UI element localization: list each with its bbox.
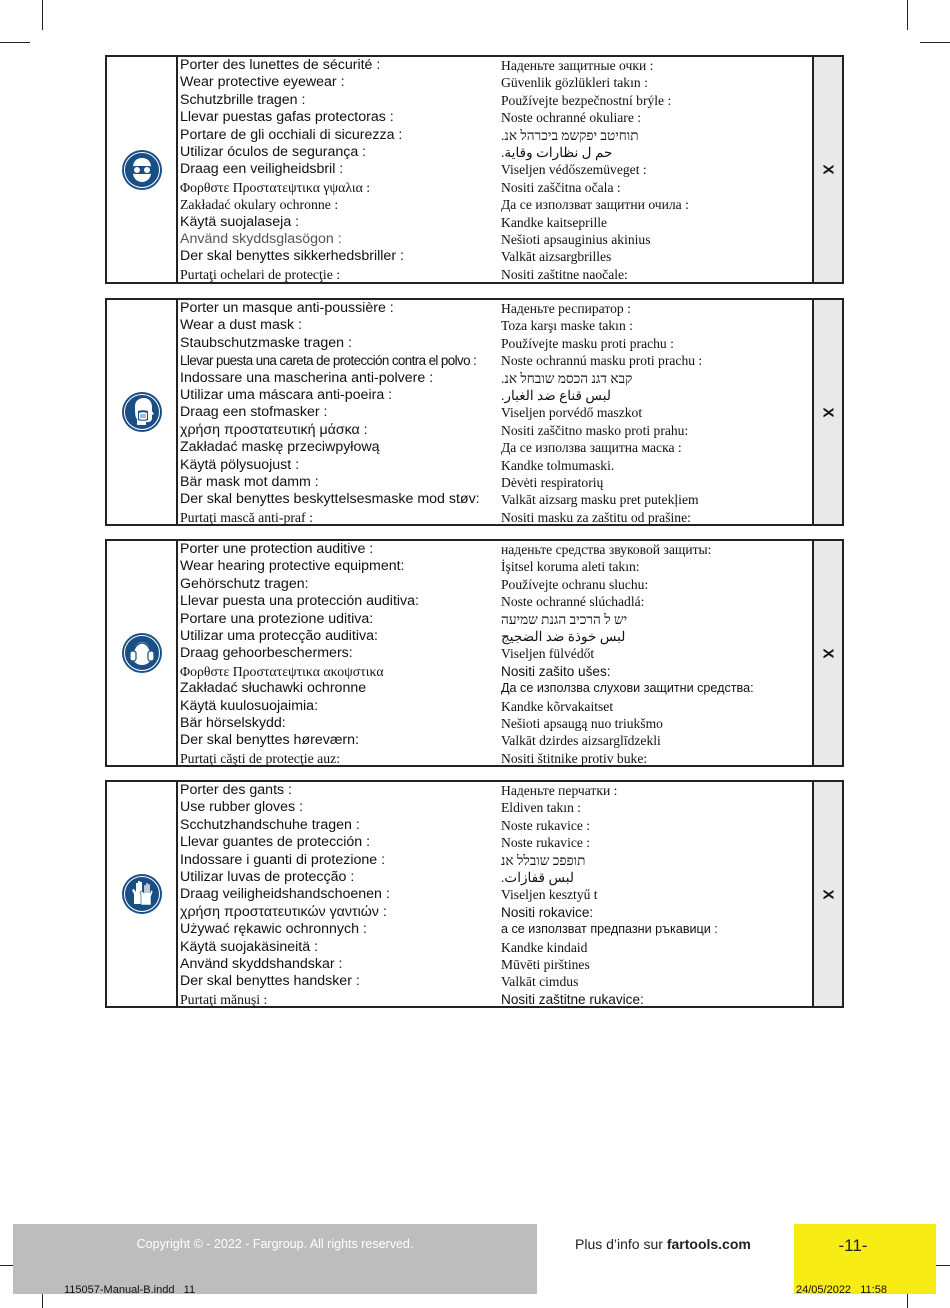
instruction-text: Gehörschutz tragen: — [180, 575, 309, 592]
instruction-text: Purtaţi căşti de protecţie auz: — [180, 750, 341, 766]
instruction-text: Наденьте защитные очки : — [501, 58, 654, 73]
safety-block-dust-mask — [105, 298, 844, 526]
gloves-icon — [122, 874, 162, 914]
instructions-left-column — [180, 300, 498, 526]
instruction-text: Noste rukavice : — [501, 835, 591, 851]
applicable-mark-cell — [812, 541, 842, 765]
instruction-text: لبس قناع ضد الغبار. — [501, 387, 611, 403]
instruction-text: Nositi zaštitne naočale: — [501, 266, 628, 282]
instruction-text: Llevar puesta una careta de protección contra el polvo : — [180, 353, 477, 369]
instruction-text: а се използват предпазни ръкавици : — [501, 922, 718, 937]
instruction-text: Porter un masque anti-poussière : — [180, 300, 394, 316]
instruction-text: Kandke kindaid — [501, 939, 588, 955]
instruction-text: Да се използва защитна маска : — [501, 440, 682, 456]
instruction-text: Nositi masku za zaštitu od prašine: — [501, 509, 691, 525]
instruction-text: Utilizar luvas de protecção : — [180, 868, 355, 885]
crop-mark — [907, 0, 908, 30]
instruction-text: Draag veiligheidshandschoenen : — [180, 886, 390, 903]
applicable-mark-cell — [812, 782, 842, 1006]
copyright-text: Copyright © - 2022 - Fargroup. All rights reserved. — [136, 1237, 414, 1251]
instruction-text: Porter une protection auditive : — [180, 541, 374, 557]
instruction-text: لبس قفازات. — [501, 869, 575, 885]
instruction-text: תוחיטב יפקשמ ביכרהל אנ. — [501, 127, 639, 143]
instruction-text: Draag gehoorbeschermers: — [180, 645, 353, 662]
website-link[interactable]: fartools.com — [666, 1236, 751, 1252]
instruction-text: χρήση προστατευτική μάσκα : — [180, 421, 368, 438]
icon-cell — [107, 300, 178, 524]
instruction-text: Zakładać okulary ochronne : — [180, 197, 339, 213]
instruction-text: Φορθστε Προστατεψτικα γψαλια : — [180, 179, 371, 195]
instruction-text: Käytä suojakäsineitä : — [180, 938, 319, 955]
instruction-text: יש ל הרכיב הגנת שמיעה — [501, 611, 628, 627]
instruction-text: Scchutzhandschuhe tragen : — [180, 816, 360, 833]
instruction-text: Käytä pölysuojust : — [180, 456, 300, 473]
page-number: -11- — [838, 1236, 868, 1255]
instruction-text: Porter des lunettes de sécurité : — [180, 57, 381, 73]
instruction-text: Nositi štitnike protiv buke: — [501, 750, 648, 766]
safety-block-gloves — [105, 780, 844, 1008]
instruction-text: Používejte masku proti prachu : — [501, 335, 674, 351]
instruction-text: Portare de gli occhiali di sicurezza : — [180, 126, 403, 143]
instruction-text: İşitsel koruma aleti takın: — [501, 559, 640, 575]
instruction-text: Der skal benyttes handsker : — [180, 973, 360, 990]
instruction-text: Bär mask mot damm : — [180, 473, 319, 490]
instruction-text: Utilizar uma máscara anti-poeira : — [180, 386, 393, 403]
instruction-text: Наденьте респиратор : — [501, 301, 631, 316]
instruction-text: Noste ochranné slúchadlá: — [501, 594, 645, 610]
dust-mask-icon — [122, 392, 162, 432]
crop-mark — [0, 42, 30, 43]
instruction-text: Viseljen védőszemüveget : — [501, 162, 647, 178]
instructions-right-column — [501, 57, 817, 283]
instruction-text: Nešioti apsauginius akinius — [501, 231, 651, 247]
instruction-text: Llevar guantes de protección : — [180, 834, 371, 851]
instruction-text: Portare una protezione uditiva: — [180, 610, 374, 627]
instruction-text: Да се използва слухови защитни средства: — [501, 681, 754, 696]
instruction-text: Staubschutzmaske tragen : — [180, 334, 352, 351]
instruction-text: Valkāt aizsargbrilles — [501, 249, 612, 265]
applicable-mark-cell — [812, 57, 842, 282]
applicable-mark-cell — [812, 300, 842, 524]
instruction-text: Nositi zašito ušes: — [501, 663, 611, 679]
instruction-text: لبس خوذة ضد الضجيج — [501, 628, 626, 644]
instruction-text: Llevar puestas gafas protectoras : — [180, 109, 394, 126]
instruction-text: Zakładać maskę przeciwpyłową — [180, 439, 380, 456]
instruction-text: Use rubber gloves : — [180, 799, 304, 816]
instruction-text: Noste rukavice : — [501, 817, 591, 833]
instruction-text: Purtaţi mănuşi : — [180, 991, 268, 1007]
more-info-text — [575, 1236, 751, 1252]
icon-cell — [107, 782, 178, 1006]
instruction-text: Draag een stofmasker : — [180, 404, 328, 421]
date-slug: 24/05/2022 11:58 — [796, 1284, 887, 1296]
applicable-mark: X — [819, 888, 837, 900]
applicable-mark: X — [819, 647, 837, 659]
instruction-text: Toza karşı maske takın : — [501, 318, 633, 334]
instruction-text: Käytä suojalaseja : — [180, 213, 300, 230]
crop-mark — [42, 0, 43, 30]
instruction-text: קבא דגנ הכסמ שובחל אנ. — [501, 370, 633, 386]
applicable-mark: X — [819, 406, 837, 418]
instruction-text: Bär hörselskydd: — [180, 714, 286, 731]
instruction-text: Viseljen kesztyű t — [501, 887, 598, 903]
instruction-text: Käytä kuulosuojaimia: — [180, 697, 319, 714]
safety-block-ear-protection — [105, 539, 844, 767]
instruction-text: Der skal benyttes sikkerhedsbriller : — [180, 248, 404, 265]
instruction-text: Zakładać słuchawki ochronne — [180, 680, 367, 697]
crop-mark — [920, 42, 950, 43]
instruction-text: תופפכ שובלל אנ — [501, 852, 586, 868]
ear-protection-icon — [122, 633, 162, 673]
instruction-text: Używać rękawic ochronnych : — [180, 921, 367, 938]
instruction-text: Wear a dust mask : — [180, 317, 302, 334]
instruction-text: Nešioti apsaugą nuo triukšmo — [501, 715, 663, 731]
instruction-text: Indossare una mascherina anti-polvere : — [180, 369, 434, 386]
instructions-right-column — [501, 300, 817, 526]
instruction-text: Kandke kõrvakaitset — [501, 698, 614, 714]
instruction-text: Der skal benyttes beskyttelsesmaske mod støv: — [180, 491, 480, 508]
instruction-text: Der skal benyttes høreværn: — [180, 732, 359, 749]
instruction-text: Valkāt cimdus — [501, 974, 579, 990]
instruction-text: Wear hearing protective equipment: — [180, 558, 405, 575]
instruction-text: Kandke kaitseprille — [501, 214, 608, 230]
instruction-text: Utilizar óculos de segurança : — [180, 143, 367, 160]
instructions-right-column — [501, 782, 817, 1008]
instruction-text: Mūvēti pirštines — [501, 956, 590, 972]
instruction-text: наденьте средства звуковой защиты: — [501, 542, 712, 557]
instructions-right-column — [501, 541, 817, 767]
instruction-text: Noste ochranné okuliare : — [501, 110, 642, 126]
instruction-text: Nositi zaštitne rukavice: — [501, 991, 644, 1007]
instruction-text: Eldiven takın : — [501, 800, 582, 816]
instruction-text: Dėvėti respiratorių — [501, 474, 604, 490]
icon-cell — [107, 57, 178, 282]
instruction-text: Utilizar uma protecção auditiva: — [180, 627, 378, 644]
instruction-text: Nositi rokavice: — [501, 904, 594, 920]
instruction-text: Viseljen fülvédőt — [501, 646, 595, 662]
applicable-mark: X — [819, 164, 837, 175]
instruction-text: Purtaţi ochelari de protecţie : — [180, 266, 341, 282]
instruction-text: Porter des gants : — [180, 782, 292, 798]
instruction-text: Nositi zaščitna očala : — [501, 179, 621, 195]
instruction-text: Да се използват защитни очила : — [501, 197, 689, 213]
instructions-left-column — [180, 541, 498, 767]
file-slug: 115057-Manual-B.indd 11 — [64, 1284, 196, 1296]
instruction-text: Wear protective eyewear : — [180, 74, 345, 91]
instructions-left-column — [180, 782, 498, 1008]
instruction-text: Viseljen porvédő maszkot — [501, 405, 643, 421]
instruction-text: Llevar puesta una protección auditiva: — [180, 593, 419, 610]
safety-block-goggles — [105, 55, 844, 284]
instruction-text: Noste ochrannú masku proti prachu : — [501, 353, 703, 369]
instruction-text: Valkāt dzirdes aizsarglīdzekli — [501, 733, 661, 749]
instruction-text: Güvenlik gözlükleri takın : — [501, 75, 648, 91]
instruction-text: Kandke tolmumaski. — [501, 457, 615, 473]
instruction-text: Наденьте перчатки : — [501, 783, 618, 798]
instruction-text: Φορθστε Προστατεψτικα ακοψστικα — [180, 663, 384, 679]
instruction-text: Valkāt aizsarg masku pret putekļiem — [501, 492, 699, 508]
instruction-text: Schutzbrille tragen : — [180, 91, 306, 108]
instruction-text: حم ل نظارات وقاية. — [501, 144, 613, 160]
instruction-text: Používejte bezpečnostní brýle : — [501, 92, 672, 108]
instruction-text: Purtaţi mască anti-praf : — [180, 509, 313, 525]
instruction-text: Draag een veiligheidsbril : — [180, 161, 344, 178]
instruction-text: Indossare i guanti di protezione : — [180, 851, 386, 868]
icon-cell — [107, 541, 178, 765]
safety-goggles-icon — [122, 150, 162, 190]
instructions-left-column — [180, 57, 498, 283]
instruction-text: Používejte ochranu sluchu: — [501, 576, 649, 592]
instruction-text: Nositi zaščitno masko proti prahu: — [501, 422, 689, 438]
instruction-text: Använd skyddsglasögon : — [180, 230, 342, 247]
instruction-text: χρήση προστατευτικών γαντιών : — [180, 903, 387, 920]
more-info-prefix: Plus d’info sur — [575, 1236, 667, 1252]
instruction-text: Använd skyddshandskar : — [180, 955, 343, 972]
